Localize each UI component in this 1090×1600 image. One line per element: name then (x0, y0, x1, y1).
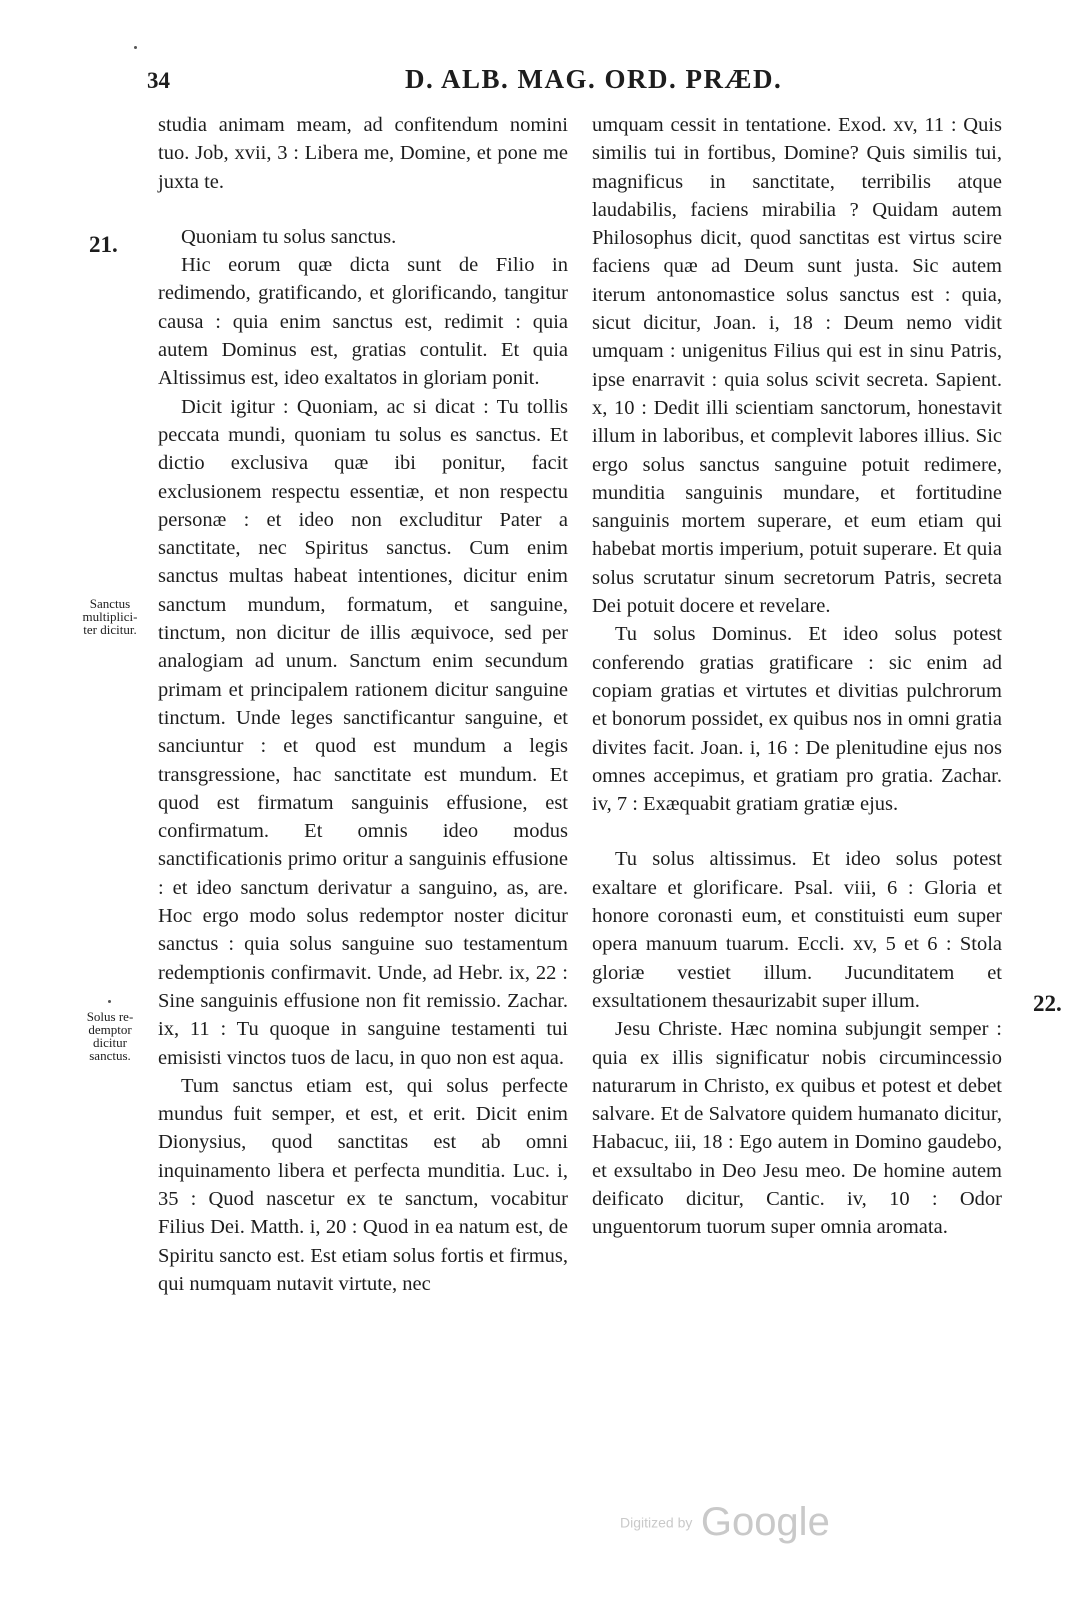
margin-note-line: sanctus. (89, 1048, 131, 1063)
margin-note-solus-redemptor (70, 1010, 150, 1062)
left-column (158, 111, 568, 1298)
google-watermark (620, 1500, 830, 1545)
paragraph: Tu solus Dominus. Et ideo solus potest conferendo gratias gratificare : sic enim ad copiam gratias et virtutes et divitias pulchrorum et bonorum possidet, ex quibus nos in omni gratia divites facit. Joan. i, 16 : De plenitudine ejus nos omnes accepimus, et gratiam pro gratia. Zachar. iv, 7 : Exæquabit gratiam gratiæ ejus. (592, 623, 1002, 816)
right-column (592, 111, 1002, 1242)
paragraph: Dicit igitur : Quoniam, ac si dicat : Tu tollis peccata mundi, quoniam tu solus es sanctus. Et dictio exclusiva quæ ibi ponitur, facit exclusionem respectu essentiæ, et non respectu personæ : et ideo non excluditur Pater a sanctitate, nec Spiritus sanctus. Cum enim sanctus multas habeat intentiones, dicitur enim sanctum mundum, formatum, et sanguine, tinctum, non dicitur de illis æquivoce, sed per analogiam ad unum. Sanctum enim secundum primam et principalem rationem dicitur sanguine tinctum. Unde leges sanctificantur sanguine, et sanciuntur : et quod est mundum a legis transgressione, hac sanctitate est mundum. Et quod est firmatum sanguinis effusione, est confirmatum. Et omnis ideo modus sanctificationis primo oritur a sanguinis effusione : et ideo sanctum derivatur a sanguino, as, are. Hoc ergo modo solus redemptor noster dicitur sanctus : quia solus sanguine suo testamentum redemptionis confirmavit. Unde, ad Hebr. ix, 22 : Sine sanguinis effusione non fit remissio. Zachar. ix, 11 : Tu quoque in sanguine testamenti tui emisisti vinctos tuos de lacu, in quo non est aqua. (158, 395, 568, 1069)
paragraph-continuation: umquam cessit in tentatione. Exod. xv, 11 : Quis similis tui in fortibus, Domine? Quis similis tui, magnificus in sanctitate, terribilis atque laudabilis, faciens mirabilia ? Quidam autem Philosophus dicit, quod sanctitas est virtus scire faciens quæ ad Deum sunt justa. Sic autem iterum antonomastice solus sanctus est : quia, sicut dicitur, Joan. i, 18 : Deum nemo vidit umquam : unigenitus Filius qui est in sinu Patris, ipse enarravit : quia solus scivit secreta. Sapient. x, 10 : Dedit illi scientiam sanctorum, honestavit illum in laboribus, et complevit labores illius. Sic ergo solus sanctus sanguine potuit redimere, munditia sanguinis mundare, et fortitudine sanguinis mortem superare, et eum etiam qui habebat mortis imperium, potuit superare. Et quia solus scrutatur sinum secretorum Patris, secreta Dei potuit docere et revelare. (592, 114, 1002, 618)
paragraph-continuation: studia animam meam, ad confitendum nomini tuo. Job, xvii, 3 : Libera me, Domine, et pone me juxta te. (158, 114, 568, 193)
margin-note-line: Solus re- (86, 1009, 134, 1024)
running-head: D. ALB. MAG. ORD. PRÆD. (405, 64, 783, 94)
margin-note-sanctus-multipliciter (70, 597, 150, 636)
lemma-quoniam: Quoniam tu solus sanctus. (181, 225, 397, 248)
paragraph: Tum sanctus etiam est, qui solus perfecte mundus fuit semper, et est, et erit. Dicit enim Dionysius, quod sanctitas est ab omni inquinamento libera et perfecta munditia. Luc. i, 35 : Quod nascetur ex te sanctum, vocabitur Filius Dei. Matth. i, 20 : Quod in ea natum est, de Spiritu sancto est. Est etiam solus fortis et firmus, qui numquam nutavit virtute, nec (158, 1074, 568, 1295)
margin-note-line: demptor (88, 1022, 132, 1037)
margin-note-line: dicitur (93, 1035, 127, 1050)
margin-note-line: Sanctus (89, 596, 131, 611)
print-speck (108, 1000, 111, 1003)
page-number: 34 (147, 68, 170, 93)
margin-note-line: ter dicitur. (83, 622, 137, 637)
paragraph: Tu solus altissimus. Et ideo solus potest exaltare et glorificare. Psal. viii, 6 : Gloria et honore coronasti eum, et constituisti eum super opera manuum tuarum. Eccli. xv, 5 et 6 : Stola gloriæ vestiet illum. Jucunditatem et exsultationem thesaurizabit super illum. (592, 848, 1002, 1012)
google-logo: Google (700, 1500, 830, 1544)
section-number-21: 21. (89, 232, 118, 257)
watermark-prefix: Digitized by (620, 1514, 693, 1531)
paragraph: Hic eorum quæ dicta sunt de Filio in redimendo, gratificando, et glorificando, tangitur causa : quia enim sanctus est, redimit : quia autem Dominus est, gratias contulit. Et quia Altissimus est, ideo exaltatos in gloriam ponit. (158, 254, 568, 390)
margin-note-line: multiplici- (82, 609, 138, 624)
paragraph: Jesu Christe. Hæc nomina subjungit semper : quia ex illis significatur nobis circumincessio naturarum in Christo, ex quibus et potest et debet salvare. Et de Salvatore quidem humanato dicitur, Habacuc, iii, 18 : Ego autem in Domino gaudebo, et exsultabo in Deo Jesu meo. De homine autem deificato dicitur, Cantic. iv, 10 : Odor unguentorum tuorum super omnia aromata. (592, 1018, 1002, 1239)
section-number-22: 22. (1033, 991, 1062, 1016)
print-speck (134, 46, 137, 49)
